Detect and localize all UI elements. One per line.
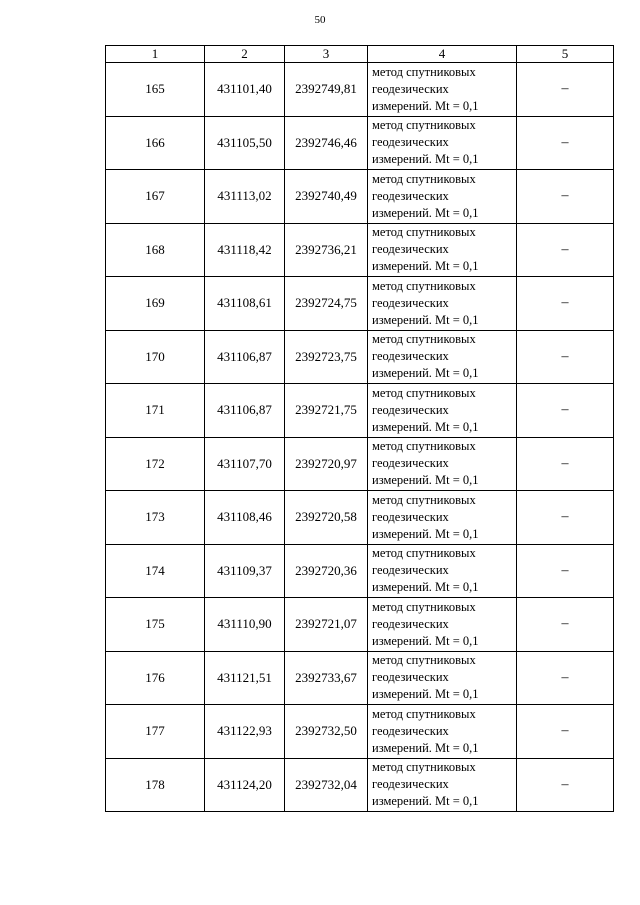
x-coordinate-cell: 431118,42 (205, 223, 285, 277)
point-number-cell: 176 (106, 651, 205, 705)
y-coordinate-cell: 2392746,46 (285, 116, 368, 170)
note-cell: – (517, 384, 614, 438)
header-col-1: 1 (106, 46, 205, 63)
method-line: измерений. Mt = 0,1 (372, 687, 479, 702)
x-coordinate-cell: 431106,87 (205, 330, 285, 384)
y-coordinate-cell: 2392732,04 (285, 758, 368, 812)
method-line: геодезических (372, 349, 449, 364)
method-line: метод спутниковых (372, 171, 476, 186)
note-cell: – (517, 598, 614, 652)
method-line: геодезических (372, 402, 449, 417)
method-cell (368, 705, 517, 759)
method-line: метод спутниковых (372, 64, 476, 79)
method-line: метод спутниковых (372, 760, 476, 775)
note-cell: – (517, 223, 614, 277)
point-number-cell: 174 (106, 544, 205, 598)
x-coordinate-cell: 431124,20 (205, 758, 285, 812)
method-cell (368, 277, 517, 331)
point-number-cell: 165 (106, 63, 205, 117)
method-line: метод спутниковых (372, 653, 476, 668)
table-row (106, 330, 614, 384)
y-coordinate-cell: 2392720,36 (285, 544, 368, 598)
y-coordinate-cell: 2392721,75 (285, 384, 368, 438)
y-coordinate-cell: 2392732,50 (285, 705, 368, 759)
table-row (106, 544, 614, 598)
table-row (106, 598, 614, 652)
method-cell (368, 544, 517, 598)
table-row (106, 705, 614, 759)
method-line: метод спутниковых (372, 385, 476, 400)
x-coordinate-cell: 431101,40 (205, 63, 285, 117)
table-row (106, 223, 614, 277)
y-coordinate-cell: 2392749,81 (285, 63, 368, 117)
method-line: геодезических (372, 295, 449, 310)
point-number-cell: 168 (106, 223, 205, 277)
method-cell (368, 384, 517, 438)
x-coordinate-cell: 431110,90 (205, 598, 285, 652)
y-coordinate-cell: 2392723,75 (285, 330, 368, 384)
y-coordinate-cell: 2392720,58 (285, 491, 368, 545)
y-coordinate-cell: 2392733,67 (285, 651, 368, 705)
y-coordinate-cell: 2392721,07 (285, 598, 368, 652)
method-line: измерений. Mt = 0,1 (372, 740, 479, 755)
method-line: метод спутниковых (372, 492, 476, 507)
method-line: измерений. Mt = 0,1 (372, 98, 479, 113)
note-cell: – (517, 544, 614, 598)
point-number-cell: 178 (106, 758, 205, 812)
header-col-2: 2 (205, 46, 285, 63)
method-line: измерений. Mt = 0,1 (372, 152, 479, 167)
method-line: геодезических (372, 81, 449, 96)
table-row (106, 116, 614, 170)
method-cell (368, 491, 517, 545)
method-line: геодезических (372, 723, 449, 738)
table-row (106, 384, 614, 438)
method-line: метод спутниковых (372, 599, 476, 614)
method-line: метод спутниковых (372, 706, 476, 721)
method-line: геодезических (372, 563, 449, 578)
table-body (106, 63, 614, 812)
method-line: измерений. Mt = 0,1 (372, 312, 479, 327)
method-line: геодезических (372, 670, 449, 685)
x-coordinate-cell: 431109,37 (205, 544, 285, 598)
point-number-cell: 172 (106, 437, 205, 491)
point-number-cell: 175 (106, 598, 205, 652)
method-line: измерений. Mt = 0,1 (372, 366, 479, 381)
method-line: метод спутниковых (372, 118, 476, 133)
method-cell (368, 116, 517, 170)
method-cell (368, 330, 517, 384)
method-line: измерений. Mt = 0,1 (372, 205, 479, 220)
table-row (106, 491, 614, 545)
method-line: метод спутниковых (372, 439, 476, 454)
note-cell: – (517, 116, 614, 170)
header-row (106, 46, 614, 63)
method-cell (368, 63, 517, 117)
method-cell (368, 170, 517, 224)
point-number-cell: 167 (106, 170, 205, 224)
method-line: геодезических (372, 188, 449, 203)
note-cell: – (517, 277, 614, 331)
method-line: геодезических (372, 135, 449, 150)
method-line: геодезических (372, 242, 449, 257)
note-cell: – (517, 437, 614, 491)
x-coordinate-cell: 431108,46 (205, 491, 285, 545)
page-number: 50 (314, 14, 326, 26)
method-cell (368, 598, 517, 652)
y-coordinate-cell: 2392736,21 (285, 223, 368, 277)
header-col-4: 4 (368, 46, 517, 63)
note-cell: – (517, 330, 614, 384)
method-line: метод спутниковых (372, 332, 476, 347)
point-number-cell: 171 (106, 384, 205, 438)
method-line: измерений. Mt = 0,1 (372, 419, 479, 434)
note-cell: – (517, 63, 614, 117)
note-cell: – (517, 170, 614, 224)
method-line: измерений. Mt = 0,1 (372, 259, 479, 274)
method-line: измерений. Mt = 0,1 (372, 794, 479, 809)
method-line: метод спутниковых (372, 278, 476, 293)
table-row (106, 437, 614, 491)
point-number-cell: 173 (106, 491, 205, 545)
note-cell: – (517, 758, 614, 812)
method-line: измерений. Mt = 0,1 (372, 473, 479, 488)
method-line: метод спутниковых (372, 546, 476, 561)
note-cell: – (517, 651, 614, 705)
method-cell (368, 437, 517, 491)
point-number-cell: 177 (106, 705, 205, 759)
method-line: метод спутниковых (372, 225, 476, 240)
x-coordinate-cell: 431113,02 (205, 170, 285, 224)
method-line: геодезических (372, 509, 449, 524)
method-line: измерений. Mt = 0,1 (372, 580, 479, 595)
x-coordinate-cell: 431122,93 (205, 705, 285, 759)
method-line: геодезических (372, 616, 449, 631)
point-number-cell: 170 (106, 330, 205, 384)
x-coordinate-cell: 431107,70 (205, 437, 285, 491)
header-col-3: 3 (285, 46, 368, 63)
note-cell: – (517, 705, 614, 759)
header-col-5: 5 (517, 46, 614, 63)
x-coordinate-cell: 431108,61 (205, 277, 285, 331)
coordinates-table (105, 45, 614, 812)
method-cell (368, 651, 517, 705)
x-coordinate-cell: 431121,51 (205, 651, 285, 705)
method-line: измерений. Mt = 0,1 (372, 633, 479, 648)
method-line: геодезических (372, 456, 449, 471)
x-coordinate-cell: 431105,50 (205, 116, 285, 170)
table-row (106, 277, 614, 331)
table-row (106, 758, 614, 812)
y-coordinate-cell: 2392720,97 (285, 437, 368, 491)
note-cell: – (517, 491, 614, 545)
method-cell (368, 758, 517, 812)
point-number-cell: 169 (106, 277, 205, 331)
table-row (106, 63, 614, 117)
point-number-cell: 166 (106, 116, 205, 170)
method-cell (368, 223, 517, 277)
table-row (106, 651, 614, 705)
method-line: измерений. Mt = 0,1 (372, 526, 479, 541)
table-row (106, 170, 614, 224)
y-coordinate-cell: 2392740,49 (285, 170, 368, 224)
table-header (106, 46, 614, 63)
method-line: геодезических (372, 777, 449, 792)
x-coordinate-cell: 431106,87 (205, 384, 285, 438)
y-coordinate-cell: 2392724,75 (285, 277, 368, 331)
